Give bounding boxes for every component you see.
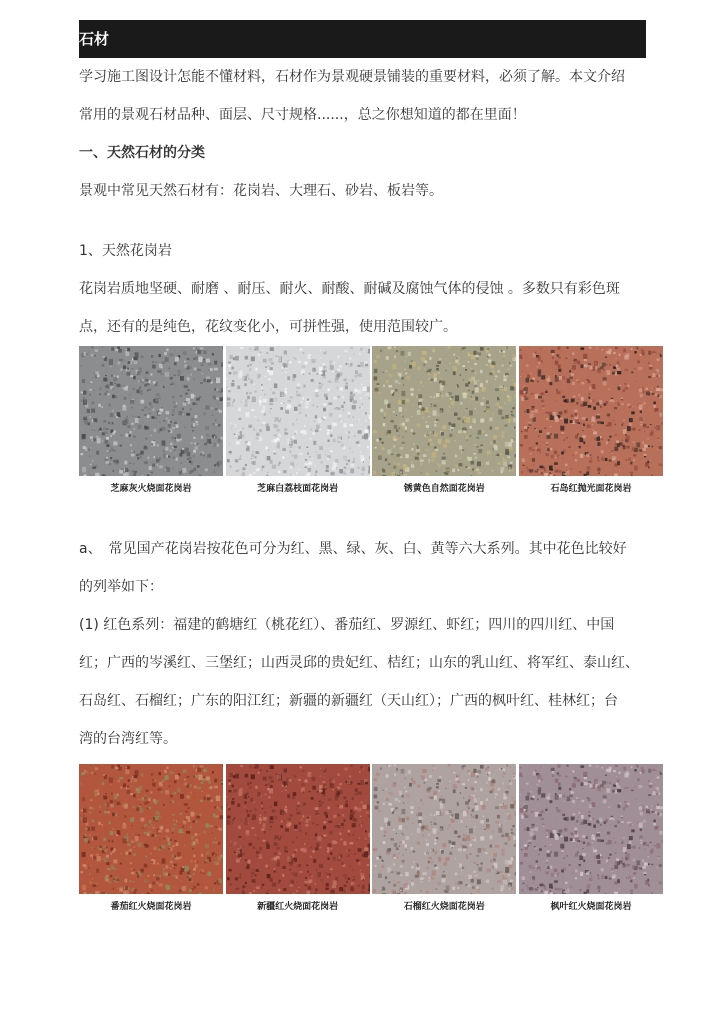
article [79, 20, 646, 912]
granite-texture-image [226, 764, 370, 894]
granite-caption: 芝麻灰火烧面花岗岩 [110, 484, 192, 494]
series-intro-line-2: 的列举如下： [79, 579, 163, 595]
granite-sample [519, 346, 663, 494]
granite-caption: 芝麻白荔枝面花岗岩 [257, 484, 339, 494]
granite-sample [226, 764, 370, 912]
granite-heading: 1、天然花岗岩 [79, 243, 172, 259]
granite-caption: 石榴红火烧面花岗岩 [403, 902, 485, 912]
granite-sample [226, 346, 370, 494]
granite-gallery-1 [79, 346, 663, 494]
series-intro-line-1: a、 常见国产花岗岩按花色可分为红、黑、绿、灰、白、黄等六大系列。其中花色比较好 [79, 541, 627, 557]
granite-texture-image [372, 346, 516, 476]
granite-texture-image [79, 346, 223, 476]
granite-texture-image [519, 764, 663, 894]
granite-caption: 石岛红抛光面花岗岩 [550, 484, 632, 494]
granite-caption: 枫叶红火烧面花岗岩 [550, 902, 632, 912]
granite-texture-image [226, 346, 370, 476]
section-heading-classification: 一、天然石材的分类 [79, 145, 205, 161]
granite-texture-image [79, 764, 223, 894]
section-summary: 景观中常见天然石材有：花岗岩、大理石、砂岩、板岩等。 [79, 183, 443, 199]
granite-caption: 番茄红火烧面花岗岩 [110, 902, 192, 912]
granite-caption: 锈黄色自然面花岗岩 [403, 484, 485, 494]
granite-gallery-2 [79, 764, 663, 912]
granite-texture-image [372, 764, 516, 894]
granite-sample [79, 764, 223, 912]
red-series-line-1: (1) 红色系列：福建的鹤塘红（桃花红）、番茄红、罗源红、虾红；四川的四川红、中国 [79, 617, 615, 633]
intro-line-2: 常用的景观石材品种、面层、尺寸规格......，总之你想知道的都在里面！ [79, 107, 526, 123]
granite-sample [372, 764, 516, 912]
granite-desc-line-1: 花岗岩质地坚硬、耐磨 、耐压、耐火、耐酸、耐碱及腐蚀气体的侵蚀 。多数只有彩色斑 [79, 281, 620, 297]
granite-caption: 新疆红火烧面花岗岩 [257, 902, 339, 912]
red-series-line-3: 石岛红、石榴红；广东的阳江红；新疆的新疆红（天山红）；广西的枫叶红、桂林红；台 [79, 693, 618, 709]
granite-sample [519, 764, 663, 912]
red-series-line-4: 湾的台湾红等。 [79, 731, 177, 747]
granite-desc-line-2: 点，还有的是纯色，花纹变化小，可拼性强，使用范围较广。 [79, 319, 457, 335]
red-series-line-2: 红；广西的岑溪红、三堡红；山西灵邱的贵妃红、桔红；山东的乳山红、将军红、泰山红、 [79, 655, 639, 671]
granite-texture-image [519, 346, 663, 476]
granite-sample [79, 346, 223, 494]
page-title: 石材 [79, 20, 646, 58]
granite-sample [372, 346, 516, 494]
intro-line-1: 学习施工图设计怎能不懂材料，石材作为景观硬景铺装的重要材料，必须了解。本文介绍 [79, 69, 625, 85]
